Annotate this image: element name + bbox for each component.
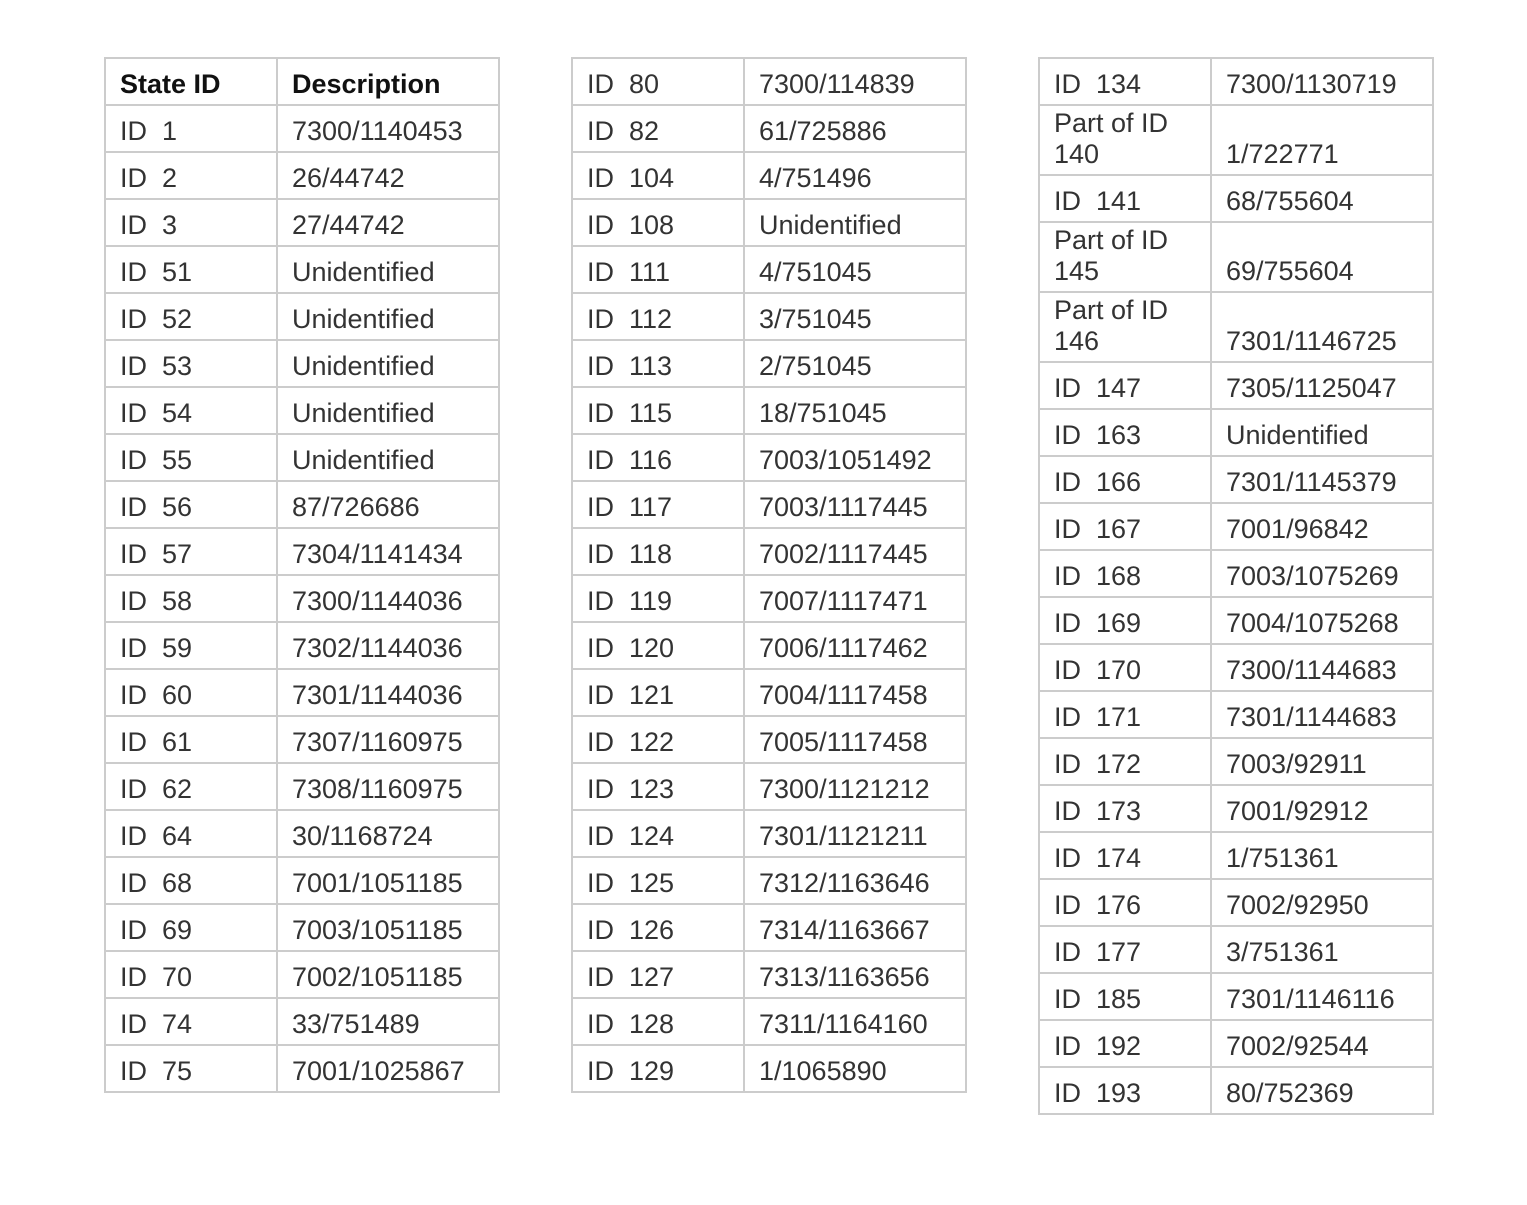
table-row bbox=[572, 199, 966, 246]
table-row bbox=[572, 810, 966, 857]
state-id-table-1 bbox=[104, 57, 500, 1093]
table-row bbox=[1039, 222, 1433, 292]
description-cell: Unidentified bbox=[277, 293, 499, 340]
state-id-cell: ID 68 bbox=[105, 857, 277, 904]
table-row bbox=[105, 998, 499, 1045]
state-id-cell: ID 126 bbox=[572, 904, 744, 951]
table-row bbox=[1039, 738, 1433, 785]
state-id-cell: ID 74 bbox=[105, 998, 277, 1045]
table-row bbox=[105, 763, 499, 810]
table-row bbox=[1039, 503, 1433, 550]
description-cell: 7003/1051185 bbox=[277, 904, 499, 951]
description-cell: 7002/1051185 bbox=[277, 951, 499, 998]
description-cell: 7312/1163646 bbox=[744, 857, 966, 904]
description-cell: 4/751496 bbox=[744, 152, 966, 199]
state-id-cell: ID 1 bbox=[105, 105, 277, 152]
table-row bbox=[572, 152, 966, 199]
description-cell: 7305/1125047 bbox=[1211, 362, 1433, 409]
description-cell: 7001/96842 bbox=[1211, 503, 1433, 550]
table-row bbox=[1039, 1067, 1433, 1114]
description-cell: 7302/1144036 bbox=[277, 622, 499, 669]
state-id-table-3 bbox=[1038, 57, 1434, 1115]
description-cell: 27/44742 bbox=[277, 199, 499, 246]
description-cell: 7301/1145379 bbox=[1211, 456, 1433, 503]
description-cell: 7004/1075268 bbox=[1211, 597, 1433, 644]
description-cell: 7004/1117458 bbox=[744, 669, 966, 716]
state-id-cell: ID 51 bbox=[105, 246, 277, 293]
state-id-cell: ID 167 bbox=[1039, 503, 1211, 550]
state-id-cell: ID 128 bbox=[572, 998, 744, 1045]
description-cell: 7002/1117445 bbox=[744, 528, 966, 575]
header-description: Description bbox=[277, 58, 499, 105]
state-id-cell: Part of ID 140 bbox=[1039, 105, 1211, 175]
description-cell: 7003/1117445 bbox=[744, 481, 966, 528]
description-cell: 61/725886 bbox=[744, 105, 966, 152]
description-cell: 7300/1121212 bbox=[744, 763, 966, 810]
table-row bbox=[1039, 785, 1433, 832]
description-cell: Unidentified bbox=[277, 246, 499, 293]
table-row bbox=[572, 998, 966, 1045]
state-id-cell: ID 174 bbox=[1039, 832, 1211, 879]
state-id-table-2 bbox=[571, 57, 967, 1093]
state-id-cell: ID 108 bbox=[572, 199, 744, 246]
description-cell: 7301/1146116 bbox=[1211, 973, 1433, 1020]
table-row bbox=[105, 434, 499, 481]
table-row bbox=[105, 293, 499, 340]
state-id-cell: ID 53 bbox=[105, 340, 277, 387]
state-id-cell: ID 168 bbox=[1039, 550, 1211, 597]
description-cell: 7001/92912 bbox=[1211, 785, 1433, 832]
state-id-cell: ID 176 bbox=[1039, 879, 1211, 926]
description-cell: 3/751361 bbox=[1211, 926, 1433, 973]
table-row bbox=[1039, 644, 1433, 691]
state-id-cell: Part of ID 145 bbox=[1039, 222, 1211, 292]
state-id-cell: ID 163 bbox=[1039, 409, 1211, 456]
description-cell: Unidentified bbox=[277, 387, 499, 434]
state-id-cell: ID 118 bbox=[572, 528, 744, 575]
state-id-cell: Part of ID 146 bbox=[1039, 292, 1211, 362]
description-cell: 7311/1164160 bbox=[744, 998, 966, 1045]
table-row bbox=[105, 105, 499, 152]
description-cell: Unidentified bbox=[277, 340, 499, 387]
description-cell: 69/755604 bbox=[1211, 222, 1433, 292]
description-cell: 80/752369 bbox=[1211, 1067, 1433, 1114]
state-id-cell: ID 116 bbox=[572, 434, 744, 481]
state-id-cell: ID 59 bbox=[105, 622, 277, 669]
state-id-cell: ID 82 bbox=[572, 105, 744, 152]
state-id-cell: ID 127 bbox=[572, 951, 744, 998]
state-id-cell: ID 134 bbox=[1039, 58, 1211, 105]
state-id-cell: ID 54 bbox=[105, 387, 277, 434]
table-row bbox=[1039, 292, 1433, 362]
state-id-cell: ID 61 bbox=[105, 716, 277, 763]
table-row bbox=[105, 622, 499, 669]
state-id-cell: ID 125 bbox=[572, 857, 744, 904]
table-row bbox=[105, 246, 499, 293]
state-id-cell: ID 112 bbox=[572, 293, 744, 340]
table-row bbox=[105, 199, 499, 246]
state-id-cell: ID 147 bbox=[1039, 362, 1211, 409]
table-row bbox=[1039, 1020, 1433, 1067]
table-row bbox=[1039, 691, 1433, 738]
table-row bbox=[105, 1045, 499, 1092]
description-cell: 7002/92544 bbox=[1211, 1020, 1433, 1067]
table-row bbox=[572, 528, 966, 575]
description-cell: 7308/1160975 bbox=[277, 763, 499, 810]
state-id-cell: ID 55 bbox=[105, 434, 277, 481]
description-cell: 33/751489 bbox=[277, 998, 499, 1045]
state-id-cell: ID 121 bbox=[572, 669, 744, 716]
table-row bbox=[572, 246, 966, 293]
description-cell: 7006/1117462 bbox=[744, 622, 966, 669]
description-cell: 7300/1140453 bbox=[277, 105, 499, 152]
table-row bbox=[572, 575, 966, 622]
description-cell: 18/751045 bbox=[744, 387, 966, 434]
description-cell: 7003/1075269 bbox=[1211, 550, 1433, 597]
state-id-cell: ID 80 bbox=[572, 58, 744, 105]
description-cell: 7300/114839 bbox=[744, 58, 966, 105]
description-cell: 7307/1160975 bbox=[277, 716, 499, 763]
table-row bbox=[572, 105, 966, 152]
state-id-cell: ID 56 bbox=[105, 481, 277, 528]
description-cell: 4/751045 bbox=[744, 246, 966, 293]
table-row bbox=[105, 481, 499, 528]
table-row bbox=[105, 951, 499, 998]
description-cell: Unidentified bbox=[277, 434, 499, 481]
state-id-cell: ID 104 bbox=[572, 152, 744, 199]
state-id-cell: ID 62 bbox=[105, 763, 277, 810]
table-row bbox=[105, 857, 499, 904]
state-id-cell: ID 120 bbox=[572, 622, 744, 669]
table-row bbox=[1039, 550, 1433, 597]
state-id-cell: ID 171 bbox=[1039, 691, 1211, 738]
table-row bbox=[105, 716, 499, 763]
description-cell: 1/1065890 bbox=[744, 1045, 966, 1092]
table-row bbox=[105, 387, 499, 434]
state-id-cell: ID 123 bbox=[572, 763, 744, 810]
state-id-cell: ID 124 bbox=[572, 810, 744, 857]
state-id-cell: ID 185 bbox=[1039, 973, 1211, 1020]
state-id-cell: ID 111 bbox=[572, 246, 744, 293]
description-cell: 7007/1117471 bbox=[744, 575, 966, 622]
description-cell: 7001/1051185 bbox=[277, 857, 499, 904]
state-id-cell: ID 119 bbox=[572, 575, 744, 622]
table-2-body bbox=[572, 58, 966, 1092]
table-row bbox=[105, 810, 499, 857]
table-row bbox=[572, 951, 966, 998]
state-id-cell: ID 3 bbox=[105, 199, 277, 246]
header-state-id: State ID bbox=[105, 58, 277, 105]
table-row bbox=[572, 1045, 966, 1092]
table-row bbox=[572, 340, 966, 387]
table-row bbox=[1039, 832, 1433, 879]
state-id-cell: ID 173 bbox=[1039, 785, 1211, 832]
state-id-cell: ID 122 bbox=[572, 716, 744, 763]
table-row bbox=[1039, 973, 1433, 1020]
description-cell: 68/755604 bbox=[1211, 175, 1433, 222]
state-id-cell: ID 172 bbox=[1039, 738, 1211, 785]
table-row bbox=[1039, 926, 1433, 973]
state-id-cell: ID 141 bbox=[1039, 175, 1211, 222]
table-row bbox=[105, 528, 499, 575]
table-row bbox=[105, 340, 499, 387]
state-id-cell: ID 115 bbox=[572, 387, 744, 434]
state-id-cell: ID 52 bbox=[105, 293, 277, 340]
description-cell: 7003/1051492 bbox=[744, 434, 966, 481]
description-cell: Unidentified bbox=[1211, 409, 1433, 456]
table-3-body bbox=[1039, 58, 1433, 1114]
description-cell: Unidentified bbox=[744, 199, 966, 246]
description-cell: 7301/1121211 bbox=[744, 810, 966, 857]
state-id-cell: ID 170 bbox=[1039, 644, 1211, 691]
table-row bbox=[105, 904, 499, 951]
table-header-row bbox=[105, 58, 499, 105]
table-row bbox=[1039, 362, 1433, 409]
table-row bbox=[572, 763, 966, 810]
description-cell: 7300/1144683 bbox=[1211, 644, 1433, 691]
state-id-cell: ID 70 bbox=[105, 951, 277, 998]
table-row bbox=[1039, 409, 1433, 456]
description-cell: 7003/92911 bbox=[1211, 738, 1433, 785]
state-id-cell: ID 113 bbox=[572, 340, 744, 387]
table-row bbox=[1039, 105, 1433, 175]
description-cell: 87/726686 bbox=[277, 481, 499, 528]
description-cell: 3/751045 bbox=[744, 293, 966, 340]
table-row bbox=[572, 481, 966, 528]
description-cell: 7301/1144683 bbox=[1211, 691, 1433, 738]
table-row bbox=[105, 669, 499, 716]
description-cell: 7002/92950 bbox=[1211, 879, 1433, 926]
state-id-cell: ID 169 bbox=[1039, 597, 1211, 644]
table-row bbox=[1039, 175, 1433, 222]
state-id-cell: ID 192 bbox=[1039, 1020, 1211, 1067]
state-id-cell: ID 69 bbox=[105, 904, 277, 951]
table-row bbox=[572, 904, 966, 951]
table-row bbox=[1039, 597, 1433, 644]
description-cell: 7300/1144036 bbox=[277, 575, 499, 622]
table-row bbox=[105, 152, 499, 199]
description-cell: 26/44742 bbox=[277, 152, 499, 199]
table-row bbox=[572, 857, 966, 904]
state-id-cell: ID 58 bbox=[105, 575, 277, 622]
state-id-cell: ID 193 bbox=[1039, 1067, 1211, 1114]
table-row bbox=[105, 575, 499, 622]
description-cell: 7301/1146725 bbox=[1211, 292, 1433, 362]
table-row bbox=[572, 716, 966, 763]
description-cell: 7301/1144036 bbox=[277, 669, 499, 716]
state-id-cell: ID 129 bbox=[572, 1045, 744, 1092]
description-cell: 2/751045 bbox=[744, 340, 966, 387]
description-cell: 7005/1117458 bbox=[744, 716, 966, 763]
table-row bbox=[1039, 879, 1433, 926]
description-cell: 7300/1130719 bbox=[1211, 58, 1433, 105]
table-row bbox=[572, 293, 966, 340]
description-cell: 7001/1025867 bbox=[277, 1045, 499, 1092]
table-1-body bbox=[105, 58, 499, 1092]
table-row bbox=[572, 434, 966, 481]
table-row bbox=[572, 669, 966, 716]
table-row bbox=[1039, 456, 1433, 503]
state-id-cell: ID 60 bbox=[105, 669, 277, 716]
table-row bbox=[1039, 58, 1433, 105]
state-id-cell: ID 2 bbox=[105, 152, 277, 199]
table-row bbox=[572, 58, 966, 105]
state-id-cell: ID 177 bbox=[1039, 926, 1211, 973]
description-cell: 7314/1163667 bbox=[744, 904, 966, 951]
state-id-cell: ID 117 bbox=[572, 481, 744, 528]
table-row bbox=[572, 622, 966, 669]
state-id-cell: ID 166 bbox=[1039, 456, 1211, 503]
table-row bbox=[572, 387, 966, 434]
description-cell: 30/1168724 bbox=[277, 810, 499, 857]
description-cell: 1/722771 bbox=[1211, 105, 1433, 175]
state-id-cell: ID 64 bbox=[105, 810, 277, 857]
state-id-cell: ID 57 bbox=[105, 528, 277, 575]
description-cell: 7313/1163656 bbox=[744, 951, 966, 998]
description-cell: 7304/1141434 bbox=[277, 528, 499, 575]
description-cell: 1/751361 bbox=[1211, 832, 1433, 879]
state-id-cell: ID 75 bbox=[105, 1045, 277, 1092]
